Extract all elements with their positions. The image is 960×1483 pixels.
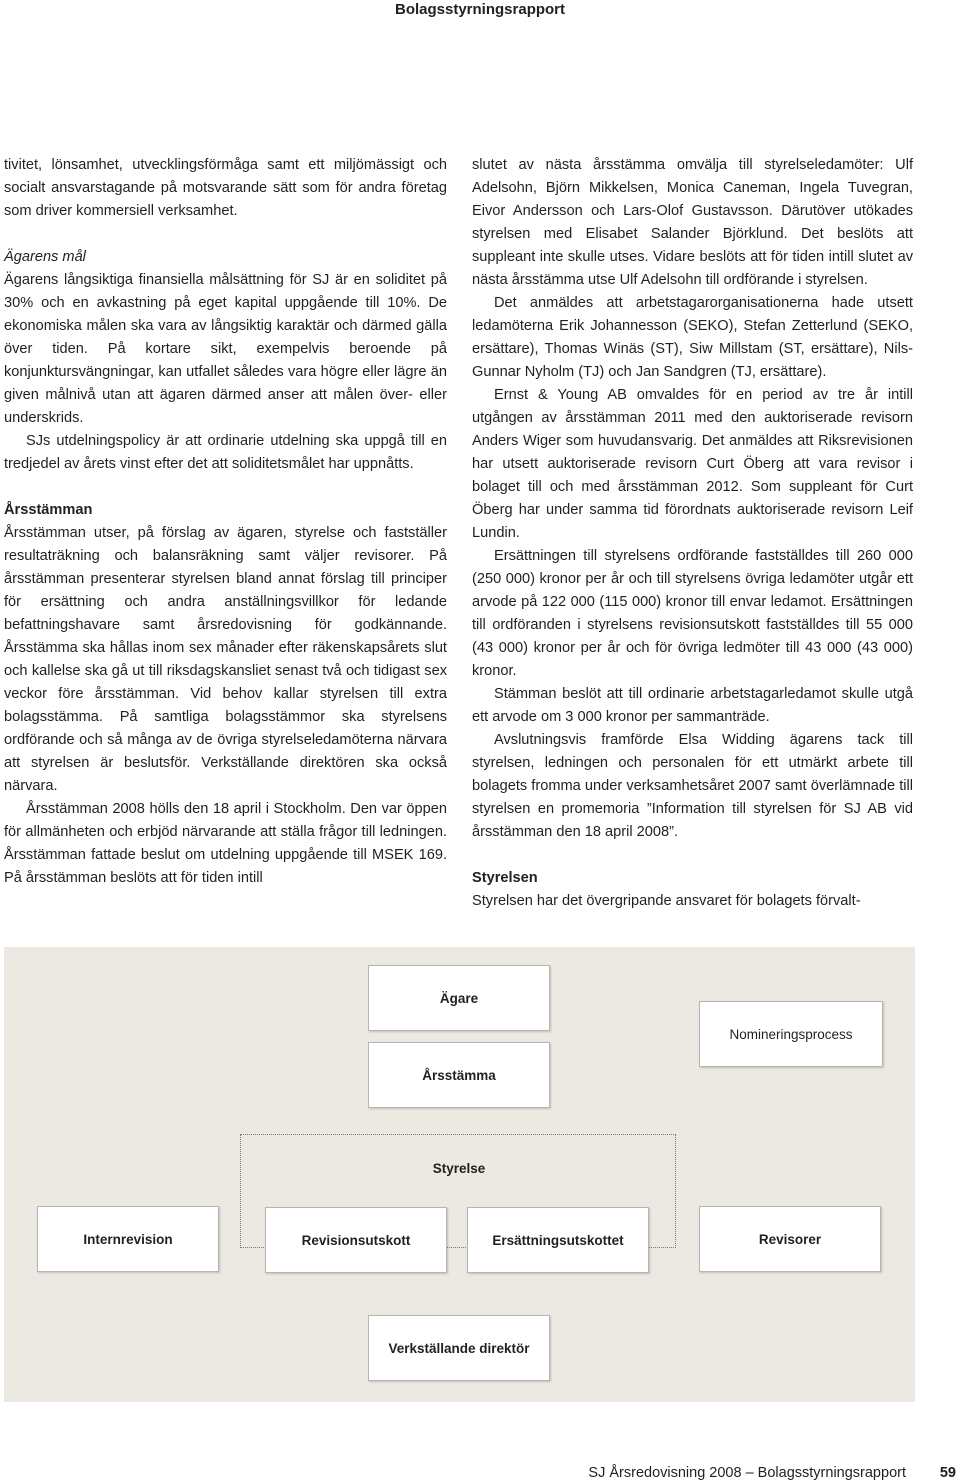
paragraph: Avslutningsvis framförde Elsa Widding ägarens tack till styrelsen, ledningen och personalen för ett utmärkt arbete till bolagets fromma under verksamhetsåret 2007 samt överlämnade till styrelsen en promemoria ”Information till styrelsen för SJ AB vid årsstämman den 18 april 2008”.: [472, 732, 913, 840]
footer-text: SJ Årsredovisning 2008 – Bolagsstyrningsrapport: [588, 1465, 906, 1481]
box-revisionsutskott: Revisionsutskott: [265, 1207, 447, 1273]
paragraph: Styrelsen har det övergripande ansvaret för bolagets förvalt-: [472, 893, 861, 909]
page-header-title: Bolagsstyrningsrapport: [394, 1, 566, 18]
box-ersattningsutskottet: Ersättningsutskottet: [467, 1207, 649, 1273]
page-footer: [0, 1464, 960, 1483]
paragraph: Årsstämman utser, på förslag av ägaren, styrelse och fastställer resultaträkning och balansräkning samt väljer revisorer. På årsstämman presenterar styrelsen bland annat förslag till principer för ersättning och andra anställningsvillkor för ledande befattningshavare samt årsredovisning för godkännande. Årsstämma ska hållas inom sex månader efter räkenskapsårets slut och kallelse ska gå ut till riksdagskansliet senast två och tidigast sex veckor före årsstämman. Vid behov kallar styrelsen till extra bolagsstämma. På samtliga bolagsstämmor ska styrelsens ordförande och så många av de övriga styrelseledamöterna närvara att styrelsen är beslutsför. Verkställande direktören ska också närvara.: [4, 525, 447, 794]
paragraph: slutet av nästa årsstämma omvälja till styrelseledamöter: Ulf Adelsohn, Björn Mikkelsen, Monica Caneman, Ingela Tuvegran, Eivor Andersson och Lars-Olof Gustavsson. Därutöver utökades styrelsen med Elisabet Salander Björklund. Det beslöts att suppleant inte skulle utses. Vidare beslöts att för tiden intill slutet av nästa årsstämma utse Ulf Adelsohn till ordförande i styrelsen.: [472, 157, 913, 288]
paragraph: Stämman beslöt att till ordinarie arbetstagarledamot skulle utgå ett arvode om 3 000 kronor per sammanträde.: [472, 686, 913, 725]
paragraph: Det anmäldes att arbetstagarorganisationerna hade utsett ledamöterna Erik Johannesson (SEKO), Stefan Zetterlund (SEKO, ersättare), Thomas Winäs (ST), Siw Millstam (ST, ersättare), Nils-Gunnar Nyholm (TJ) och Jan Sandgren (TJ, ersättare).: [472, 295, 913, 380]
box-internrevision: Internrevision: [37, 1206, 219, 1272]
right-column: [472, 154, 913, 913]
paragraph: Ernst & Young AB omvaldes för en period av tre år intill utgången av årsstämman 2011 med den auktoriserade revisorn Anders Wiger som huvudansvarig. Det anmäldes att Riksrevisionen har utsett auktoriserade revisorn Curt Öberg att vara revisor i bolaget till och med årsstämman 2012. Som suppleant för Curt Öberg har under samma tid förordnats auktoriserade revisorn Leif Lundin.: [472, 387, 913, 541]
paragraph: SJs utdelningspolicy är att ordinarie utdelning ska uppgå till en tredjedel av årets vinst efter det att soliditetsmålet har uppnåtts.: [4, 433, 447, 472]
left-column: [4, 154, 447, 890]
heading-arsstamman: Årsstämman: [4, 502, 93, 518]
paragraph: Ersättningen till styrelsens ordförande fastställdes till 260 000 (250 000) kronor per år och till styrelsens övriga ledamöter utgår ett arvode på 122 000 (115 000) kronor till envar ledamot. Ersättningen till ordföranden i styrelsens revisionsutskott fastställdes till 55 000 (43 000) kronor per år och för övriga ledmöter till 43 000 (43 000) kronor.: [472, 548, 913, 679]
box-verkstallande-direktor: Verkställande direktör: [368, 1315, 550, 1381]
paragraph: tivitet, lönsamhet, utvecklingsförmåga samt ett miljömässigt och socialt ansvarstagande på motsvarande sätt som för andra företag som driver kommersiell verksamhet.: [4, 157, 447, 219]
box-arsstamma: Årsstämma: [368, 1042, 550, 1108]
label-styrelse: Styrelse: [432, 1160, 486, 1176]
governance-diagram: [4, 947, 915, 1402]
paragraph: Årsstämman 2008 hölls den 18 april i Stockholm. Den var öppen för allmänheten och erbjöd närvarande att ställa frågor till ledningen. Årsstämman fattade beslut om utdelning uppgående till MSEK 169. På årsstämman beslöts att för tiden intill: [4, 801, 447, 886]
heading-styrelsen: Styrelsen: [472, 870, 538, 886]
subheading-agarens-mal: Ägarens mål: [4, 249, 86, 265]
page-number: 59: [939, 1465, 956, 1481]
box-agare: Ägare: [368, 965, 550, 1031]
paragraph: Ägarens långsiktiga finansiella målsättning för SJ är en soliditet på 30% och en avkastning på eget kapital uppgående till 10%. De ekonomiska målen ska vara av långsiktig karaktär och därmed gälla över tiden. På kortare sikt, exempelvis beroende på konjunktursvängningar, kan utfallet således vara högre eller lägre än given målnivå utan att ägaren därmed anser att målen över- eller underskrids.: [4, 272, 447, 426]
box-revisorer: Revisorer: [699, 1206, 881, 1272]
box-nomineringsprocess: Nomineringsprocess: [699, 1001, 883, 1067]
